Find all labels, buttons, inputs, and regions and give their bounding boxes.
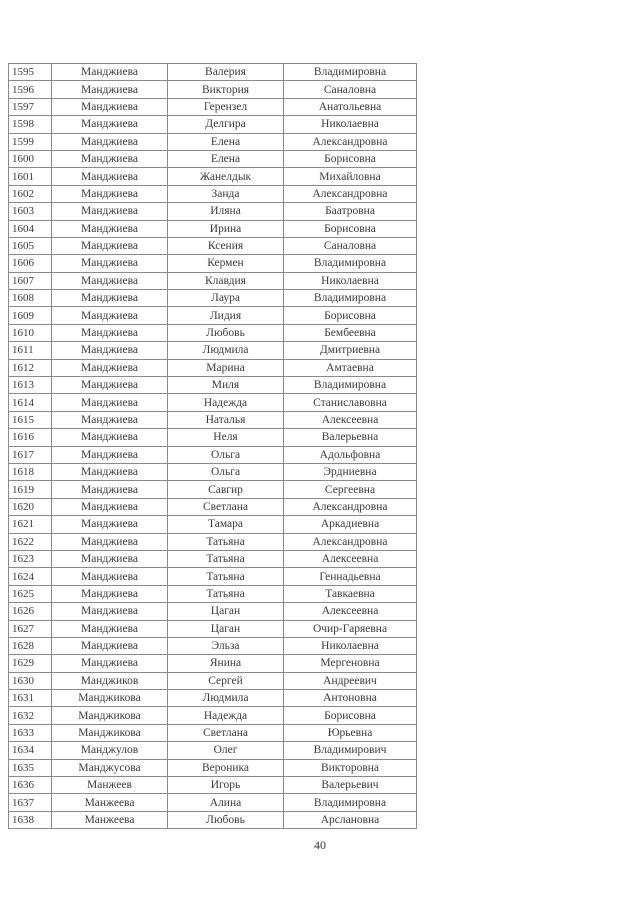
surname-cell: Манджиева: [52, 220, 168, 237]
patronymic-cell: Алексеевна: [284, 603, 417, 620]
row-number: 1628: [9, 637, 52, 654]
first-name-cell: Людмила: [168, 342, 284, 359]
first-name-cell: Татьяна: [168, 568, 284, 585]
surname-cell: Манджиева: [52, 203, 168, 220]
row-number: 1599: [9, 133, 52, 150]
row-number: 1609: [9, 307, 52, 324]
patronymic-cell: Дмитриевна: [284, 342, 417, 359]
row-number: 1625: [9, 585, 52, 602]
patronymic-cell: Владимирович: [284, 742, 417, 759]
patronymic-cell: Арслановна: [284, 811, 417, 828]
table-row: [9, 150, 417, 167]
row-number: 1637: [9, 794, 52, 811]
patronymic-cell: Антоновна: [284, 690, 417, 707]
surname-cell: Манджиева: [52, 133, 168, 150]
surname-cell: Манджиева: [52, 516, 168, 533]
row-number: 1610: [9, 324, 52, 341]
first-name-cell: Янина: [168, 655, 284, 672]
row-number: 1598: [9, 116, 52, 133]
first-name-cell: Кермен: [168, 255, 284, 272]
table-row: [9, 307, 417, 324]
table-row: [9, 550, 417, 567]
first-name-cell: Тамара: [168, 516, 284, 533]
table-row: [9, 568, 417, 585]
surname-cell: Манджиева: [52, 463, 168, 480]
row-number: 1634: [9, 742, 52, 759]
patronymic-cell: Алексеевна: [284, 550, 417, 567]
surname-cell: Манджиева: [52, 290, 168, 307]
name-registry-table: [8, 63, 417, 829]
row-number: 1621: [9, 516, 52, 533]
row-number: 1638: [9, 811, 52, 828]
page-number: 40: [314, 838, 326, 852]
patronymic-cell: Владимировна: [284, 255, 417, 272]
table-row: [9, 237, 417, 254]
table-row: [9, 585, 417, 602]
surname-cell: Манджиева: [52, 81, 168, 98]
patronymic-cell: Анатольевна: [284, 98, 417, 115]
first-name-cell: Ольга: [168, 463, 284, 480]
first-name-cell: Ольга: [168, 446, 284, 463]
table-row: [9, 690, 417, 707]
table-row: [9, 81, 417, 98]
first-name-cell: Олег: [168, 742, 284, 759]
patronymic-cell: Андреевич: [284, 672, 417, 689]
surname-cell: Манджиева: [52, 533, 168, 550]
surname-cell: Манжеев: [52, 777, 168, 794]
first-name-cell: Валерия: [168, 64, 284, 81]
surname-cell: Манджиева: [52, 568, 168, 585]
patronymic-cell: Баатровна: [284, 203, 417, 220]
row-number: 1596: [9, 81, 52, 98]
patronymic-cell: Александровна: [284, 185, 417, 202]
surname-cell: Манжеева: [52, 794, 168, 811]
row-number: 1630: [9, 672, 52, 689]
table-row: [9, 637, 417, 654]
row-number: 1597: [9, 98, 52, 115]
row-number: 1618: [9, 463, 52, 480]
table-row: [9, 777, 417, 794]
surname-cell: Манджикова: [52, 690, 168, 707]
table-row: [9, 185, 417, 202]
table-row: [9, 411, 417, 428]
table-row: [9, 446, 417, 463]
row-number: 1613: [9, 377, 52, 394]
row-number: 1620: [9, 498, 52, 515]
patronymic-cell: Тавкаевна: [284, 585, 417, 602]
first-name-cell: Татьяна: [168, 585, 284, 602]
row-number: 1617: [9, 446, 52, 463]
first-name-cell: Сергей: [168, 672, 284, 689]
table-row: [9, 255, 417, 272]
patronymic-cell: Владимировна: [284, 64, 417, 81]
first-name-cell: Наталья: [168, 411, 284, 428]
row-number: 1603: [9, 203, 52, 220]
row-number: 1629: [9, 655, 52, 672]
surname-cell: Манджиева: [52, 620, 168, 637]
surname-cell: Манджиева: [52, 307, 168, 324]
first-name-cell: Алина: [168, 794, 284, 811]
table-row: [9, 290, 417, 307]
patronymic-cell: Алексеевна: [284, 411, 417, 428]
table-row: [9, 759, 417, 776]
patronymic-cell: Аркадиевна: [284, 516, 417, 533]
first-name-cell: Делгира: [168, 116, 284, 133]
row-number: 1604: [9, 220, 52, 237]
row-number: 1619: [9, 481, 52, 498]
table-row: [9, 655, 417, 672]
row-number: 1624: [9, 568, 52, 585]
row-number: 1623: [9, 550, 52, 567]
row-number: 1616: [9, 429, 52, 446]
table-row: [9, 377, 417, 394]
table-row: [9, 220, 417, 237]
patronymic-cell: Валерьевич: [284, 777, 417, 794]
patronymic-cell: Борисовна: [284, 220, 417, 237]
first-name-cell: Марина: [168, 359, 284, 376]
first-name-cell: Миля: [168, 377, 284, 394]
row-number: 1600: [9, 150, 52, 167]
surname-cell: Манджиева: [52, 255, 168, 272]
patronymic-cell: Бембеевна: [284, 324, 417, 341]
table-row: [9, 98, 417, 115]
surname-cell: Манджикова: [52, 707, 168, 724]
table-body: [9, 64, 417, 829]
row-number: 1607: [9, 272, 52, 289]
surname-cell: Манджиева: [52, 64, 168, 81]
surname-cell: Манджиева: [52, 550, 168, 567]
first-name-cell: Надежда: [168, 394, 284, 411]
table-row: [9, 272, 417, 289]
surname-cell: Манджиева: [52, 585, 168, 602]
row-number: 1635: [9, 759, 52, 776]
first-name-cell: Ирина: [168, 220, 284, 237]
patronymic-cell: Александровна: [284, 533, 417, 550]
surname-cell: Манджиева: [52, 324, 168, 341]
first-name-cell: Светлана: [168, 724, 284, 741]
row-number: 1605: [9, 237, 52, 254]
patronymic-cell: Николаевна: [284, 637, 417, 654]
patronymic-cell: Эрдниевна: [284, 463, 417, 480]
row-number: 1611: [9, 342, 52, 359]
table-row: [9, 620, 417, 637]
patronymic-cell: Викторовна: [284, 759, 417, 776]
surname-cell: Манджиева: [52, 446, 168, 463]
table-row: [9, 481, 417, 498]
surname-cell: Манджиева: [52, 637, 168, 654]
row-number: 1602: [9, 185, 52, 202]
first-name-cell: Елена: [168, 133, 284, 150]
first-name-cell: Игорь: [168, 777, 284, 794]
patronymic-cell: Николаевна: [284, 272, 417, 289]
table-row: [9, 498, 417, 515]
first-name-cell: Виктория: [168, 81, 284, 98]
first-name-cell: Неля: [168, 429, 284, 446]
surname-cell: Манджиева: [52, 603, 168, 620]
patronymic-cell: Саналовна: [284, 237, 417, 254]
first-name-cell: Занда: [168, 185, 284, 202]
surname-cell: Манджиева: [52, 237, 168, 254]
table-row: [9, 672, 417, 689]
table-row: [9, 516, 417, 533]
table-row: [9, 811, 417, 828]
patronymic-cell: Сергеевна: [284, 481, 417, 498]
first-name-cell: Цаган: [168, 603, 284, 620]
table-row: [9, 359, 417, 376]
first-name-cell: Герензел: [168, 98, 284, 115]
patronymic-cell: Борисовна: [284, 707, 417, 724]
table-row: [9, 794, 417, 811]
first-name-cell: Цаган: [168, 620, 284, 637]
patronymic-cell: Владимировна: [284, 794, 417, 811]
first-name-cell: Татьяна: [168, 550, 284, 567]
row-number: 1608: [9, 290, 52, 307]
row-number: 1601: [9, 168, 52, 185]
patronymic-cell: Мергеновна: [284, 655, 417, 672]
first-name-cell: Эльза: [168, 637, 284, 654]
first-name-cell: Лаура: [168, 290, 284, 307]
row-number: 1636: [9, 777, 52, 794]
surname-cell: Манджиева: [52, 272, 168, 289]
surname-cell: Манджиков: [52, 672, 168, 689]
patronymic-cell: Александровна: [284, 133, 417, 150]
surname-cell: Манджиева: [52, 168, 168, 185]
row-number: 1633: [9, 724, 52, 741]
patronymic-cell: Валерьевна: [284, 429, 417, 446]
table-row: [9, 603, 417, 620]
surname-cell: Манджиева: [52, 411, 168, 428]
patronymic-cell: Саналовна: [284, 81, 417, 98]
patronymic-cell: Николаевна: [284, 116, 417, 133]
first-name-cell: Жанелдык: [168, 168, 284, 185]
first-name-cell: Татьяна: [168, 533, 284, 550]
first-name-cell: Клавдия: [168, 272, 284, 289]
patronymic-cell: Адольфовна: [284, 446, 417, 463]
first-name-cell: Светлана: [168, 498, 284, 515]
surname-cell: Манджусова: [52, 759, 168, 776]
row-number: 1595: [9, 64, 52, 81]
surname-cell: Манджиева: [52, 342, 168, 359]
patronymic-cell: Владимировна: [284, 377, 417, 394]
first-name-cell: Савгир: [168, 481, 284, 498]
first-name-cell: Любовь: [168, 324, 284, 341]
table-row: [9, 707, 417, 724]
surname-cell: Манджиева: [52, 394, 168, 411]
surname-cell: Манджиева: [52, 150, 168, 167]
patronymic-cell: Борисовна: [284, 307, 417, 324]
first-name-cell: Надежда: [168, 707, 284, 724]
patronymic-cell: Станиславовна: [284, 394, 417, 411]
first-name-cell: Лидия: [168, 307, 284, 324]
patronymic-cell: Геннадьевна: [284, 568, 417, 585]
first-name-cell: Вероника: [168, 759, 284, 776]
first-name-cell: Ксения: [168, 237, 284, 254]
row-number: 1622: [9, 533, 52, 550]
surname-cell: Манджиева: [52, 655, 168, 672]
patronymic-cell: Михайловна: [284, 168, 417, 185]
first-name-cell: Иляна: [168, 203, 284, 220]
table-row: [9, 64, 417, 81]
patronymic-cell: Александровна: [284, 498, 417, 515]
surname-cell: Манджиева: [52, 116, 168, 133]
first-name-cell: Людмила: [168, 690, 284, 707]
surname-cell: Манжеева: [52, 811, 168, 828]
surname-cell: Манджиева: [52, 359, 168, 376]
patronymic-cell: Юрьевна: [284, 724, 417, 741]
patronymic-cell: Очир-Гаряевна: [284, 620, 417, 637]
table-row: [9, 342, 417, 359]
table-row: [9, 742, 417, 759]
table-row: [9, 168, 417, 185]
surname-cell: Манджиева: [52, 185, 168, 202]
row-number: 1631: [9, 690, 52, 707]
row-number: 1626: [9, 603, 52, 620]
first-name-cell: Любовь: [168, 811, 284, 828]
patronymic-cell: Амтаевна: [284, 359, 417, 376]
table-row: [9, 203, 417, 220]
row-number: 1627: [9, 620, 52, 637]
row-number: 1615: [9, 411, 52, 428]
surname-cell: Манджиева: [52, 377, 168, 394]
surname-cell: Манджулов: [52, 742, 168, 759]
table-row: [9, 133, 417, 150]
surname-cell: Манджиева: [52, 429, 168, 446]
surname-cell: Манджиева: [52, 481, 168, 498]
table-row: [9, 324, 417, 341]
table-row: [9, 533, 417, 550]
patronymic-cell: Борисовна: [284, 150, 417, 167]
surname-cell: Манджиева: [52, 98, 168, 115]
table-row: [9, 463, 417, 480]
row-number: 1632: [9, 707, 52, 724]
table-row: [9, 429, 417, 446]
table-row: [9, 394, 417, 411]
first-name-cell: Елена: [168, 150, 284, 167]
row-number: 1612: [9, 359, 52, 376]
patronymic-cell: Владимировна: [284, 290, 417, 307]
row-number: 1606: [9, 255, 52, 272]
surname-cell: Манджикова: [52, 724, 168, 741]
table-row: [9, 116, 417, 133]
surname-cell: Манджиева: [52, 498, 168, 515]
row-number: 1614: [9, 394, 52, 411]
table-row: [9, 724, 417, 741]
